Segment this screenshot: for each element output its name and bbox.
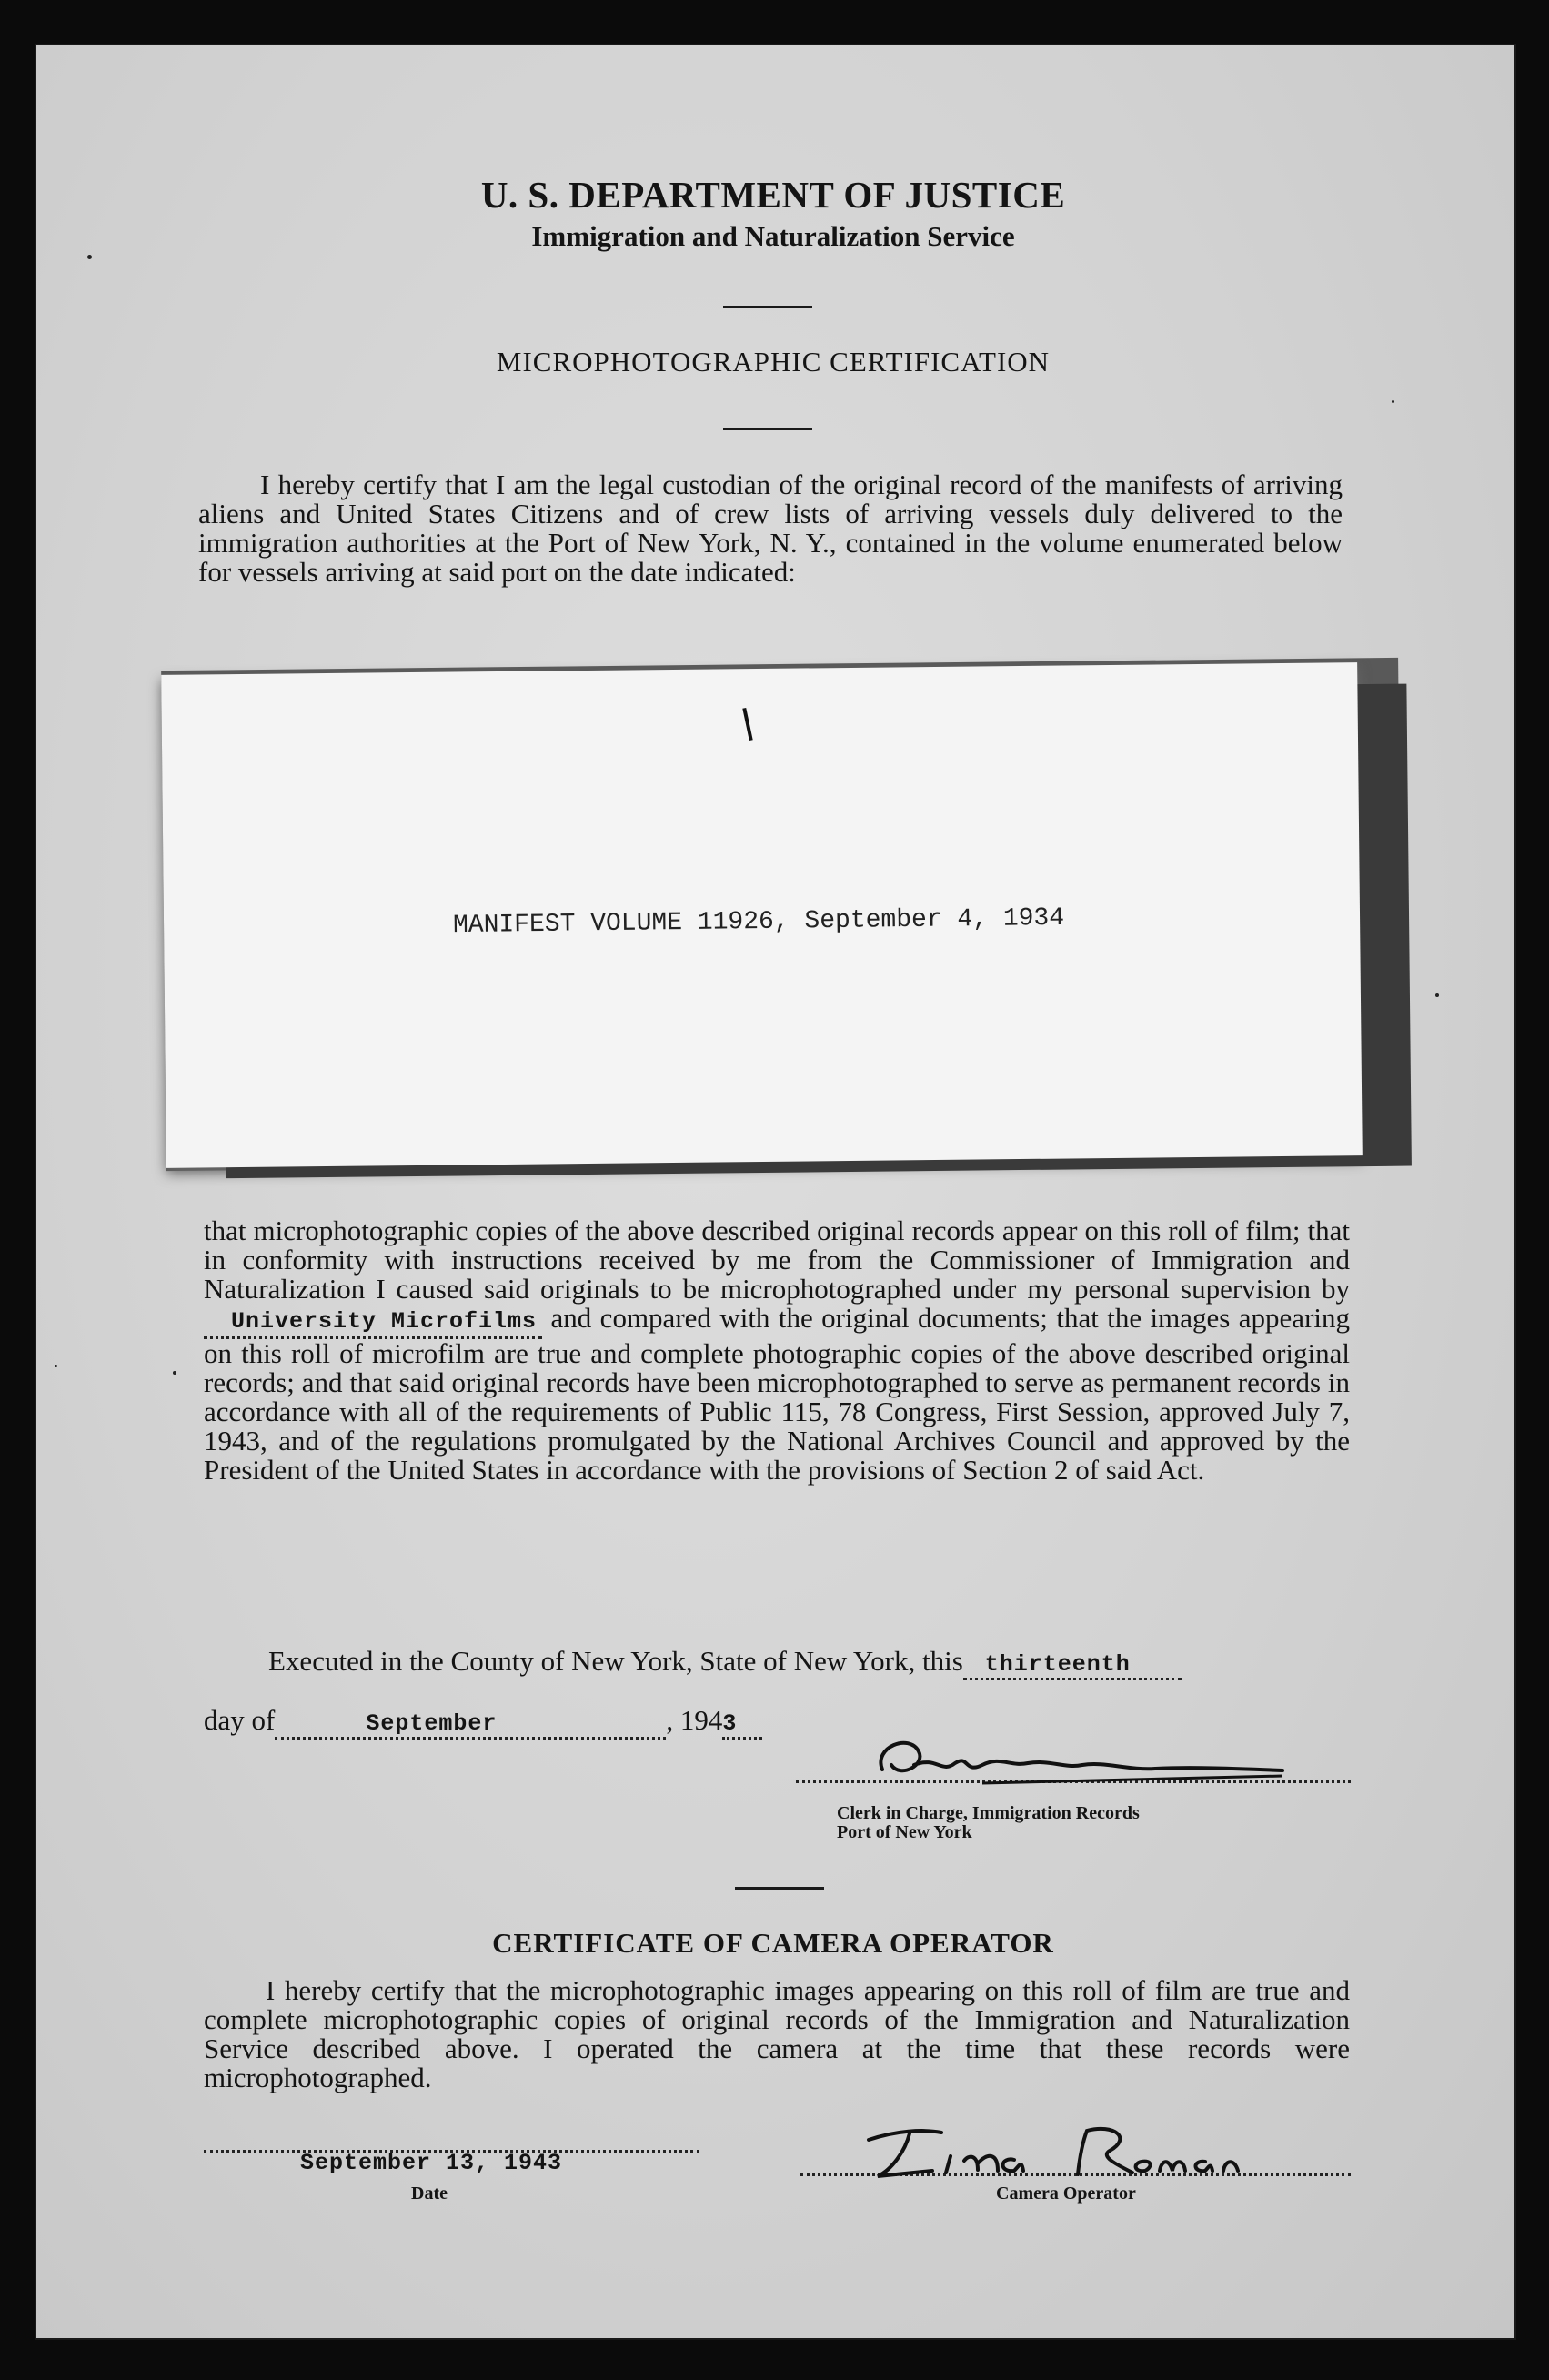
year-prefix: , 194: [666, 1704, 723, 1736]
main-paragraph-part2: and compared with the original documents; that the images appearing on this roll of microfilm are true and complete photographic copies of the above described original records; and that said original records have been microphotographed to serve as permanent records in accordance with all of the requirements of Public 115, 78 Congress, First Session, approved July 7, 1943, and of the regulations promulgated by the National Archives Council and approved by the President of the United States in accordance with the provisions of Section 2 of said Act.: [204, 1302, 1351, 1486]
department-title: U. S. DEPARTMENT OF JUSTICE: [480, 174, 1066, 216]
service-subtitle: Immigration and Naturalization Service: [531, 220, 1015, 252]
execution-prefix: Executed in the County of New York, State of New York, this: [268, 1645, 963, 1677]
execution-day: thirteenth: [984, 1651, 1131, 1678]
microfilmer-field: [204, 1304, 542, 1339]
film-speck: [1392, 400, 1394, 403]
intro-paragraph: I hereby certify that I am the legal custodian of the original record of the manifests of arriving aliens and United States Citizens and of crew lists of arriving vessels duly delivered to the immigration authorities at the Port of New York, N. Y., contained in the volume enumerated below for vessels arriving at said port on the date indicated:: [198, 469, 1343, 588]
execution-day-field: [963, 1645, 1182, 1680]
year-field: [722, 1704, 762, 1740]
execution-line: [268, 1645, 1182, 1680]
main-paragraph: [204, 1216, 1350, 1485]
clerk-caption: [837, 1804, 1140, 1842]
clerk-signature: [855, 1729, 1301, 1792]
divider: [723, 428, 812, 430]
divider: [735, 1887, 824, 1890]
year-suffix: 3: [722, 1710, 738, 1737]
main-paragraph-part1: that microphotographic copies of the above described original records appear on this roll of film; that in conformity with instructions received by me from the Commissioner of Immigration and Naturalization I caused said originals to be microphotographed under my personal supervision by: [204, 1215, 1350, 1305]
film-speck: [1435, 993, 1439, 997]
microfilmer-value: University Microfilms: [231, 1308, 538, 1335]
manifest-label-text: MANIFEST VOLUME 11926, September 4, 1934: [452, 903, 1065, 941]
film-speck: [173, 1371, 176, 1375]
day-of-label: day of: [204, 1704, 276, 1736]
film-speck: [55, 1365, 57, 1367]
certification-title: MICROPHOTOGRAPHIC CERTIFICATION: [496, 346, 1051, 378]
date-caption: Date: [411, 2183, 448, 2204]
operator-signature: [841, 2120, 1269, 2188]
film-speck: [87, 255, 92, 259]
certificate-date: September 13, 1943: [300, 2150, 563, 2176]
clerk-caption-line2: Port of New York: [837, 1822, 972, 1842]
day-of-line: [204, 1704, 762, 1740]
clerk-caption-line1: Clerk in Charge, Immigration Records: [837, 1803, 1140, 1823]
camera-certificate-paragraph: I hereby certify that the microphotographic images appearing on this roll of film are true and complete microphotographic copies of original records of the Immigration and Naturalization Service described above. I operated the camera at the time that these records were microphotographed.: [204, 1974, 1350, 2093]
camera-certificate-title: CERTIFICATE OF CAMERA OPERATOR: [492, 1927, 1054, 1959]
operator-caption: Camera Operator: [996, 2183, 1136, 2204]
execution-month: September: [366, 1710, 498, 1737]
divider: [723, 306, 812, 308]
month-field: [275, 1704, 666, 1740]
